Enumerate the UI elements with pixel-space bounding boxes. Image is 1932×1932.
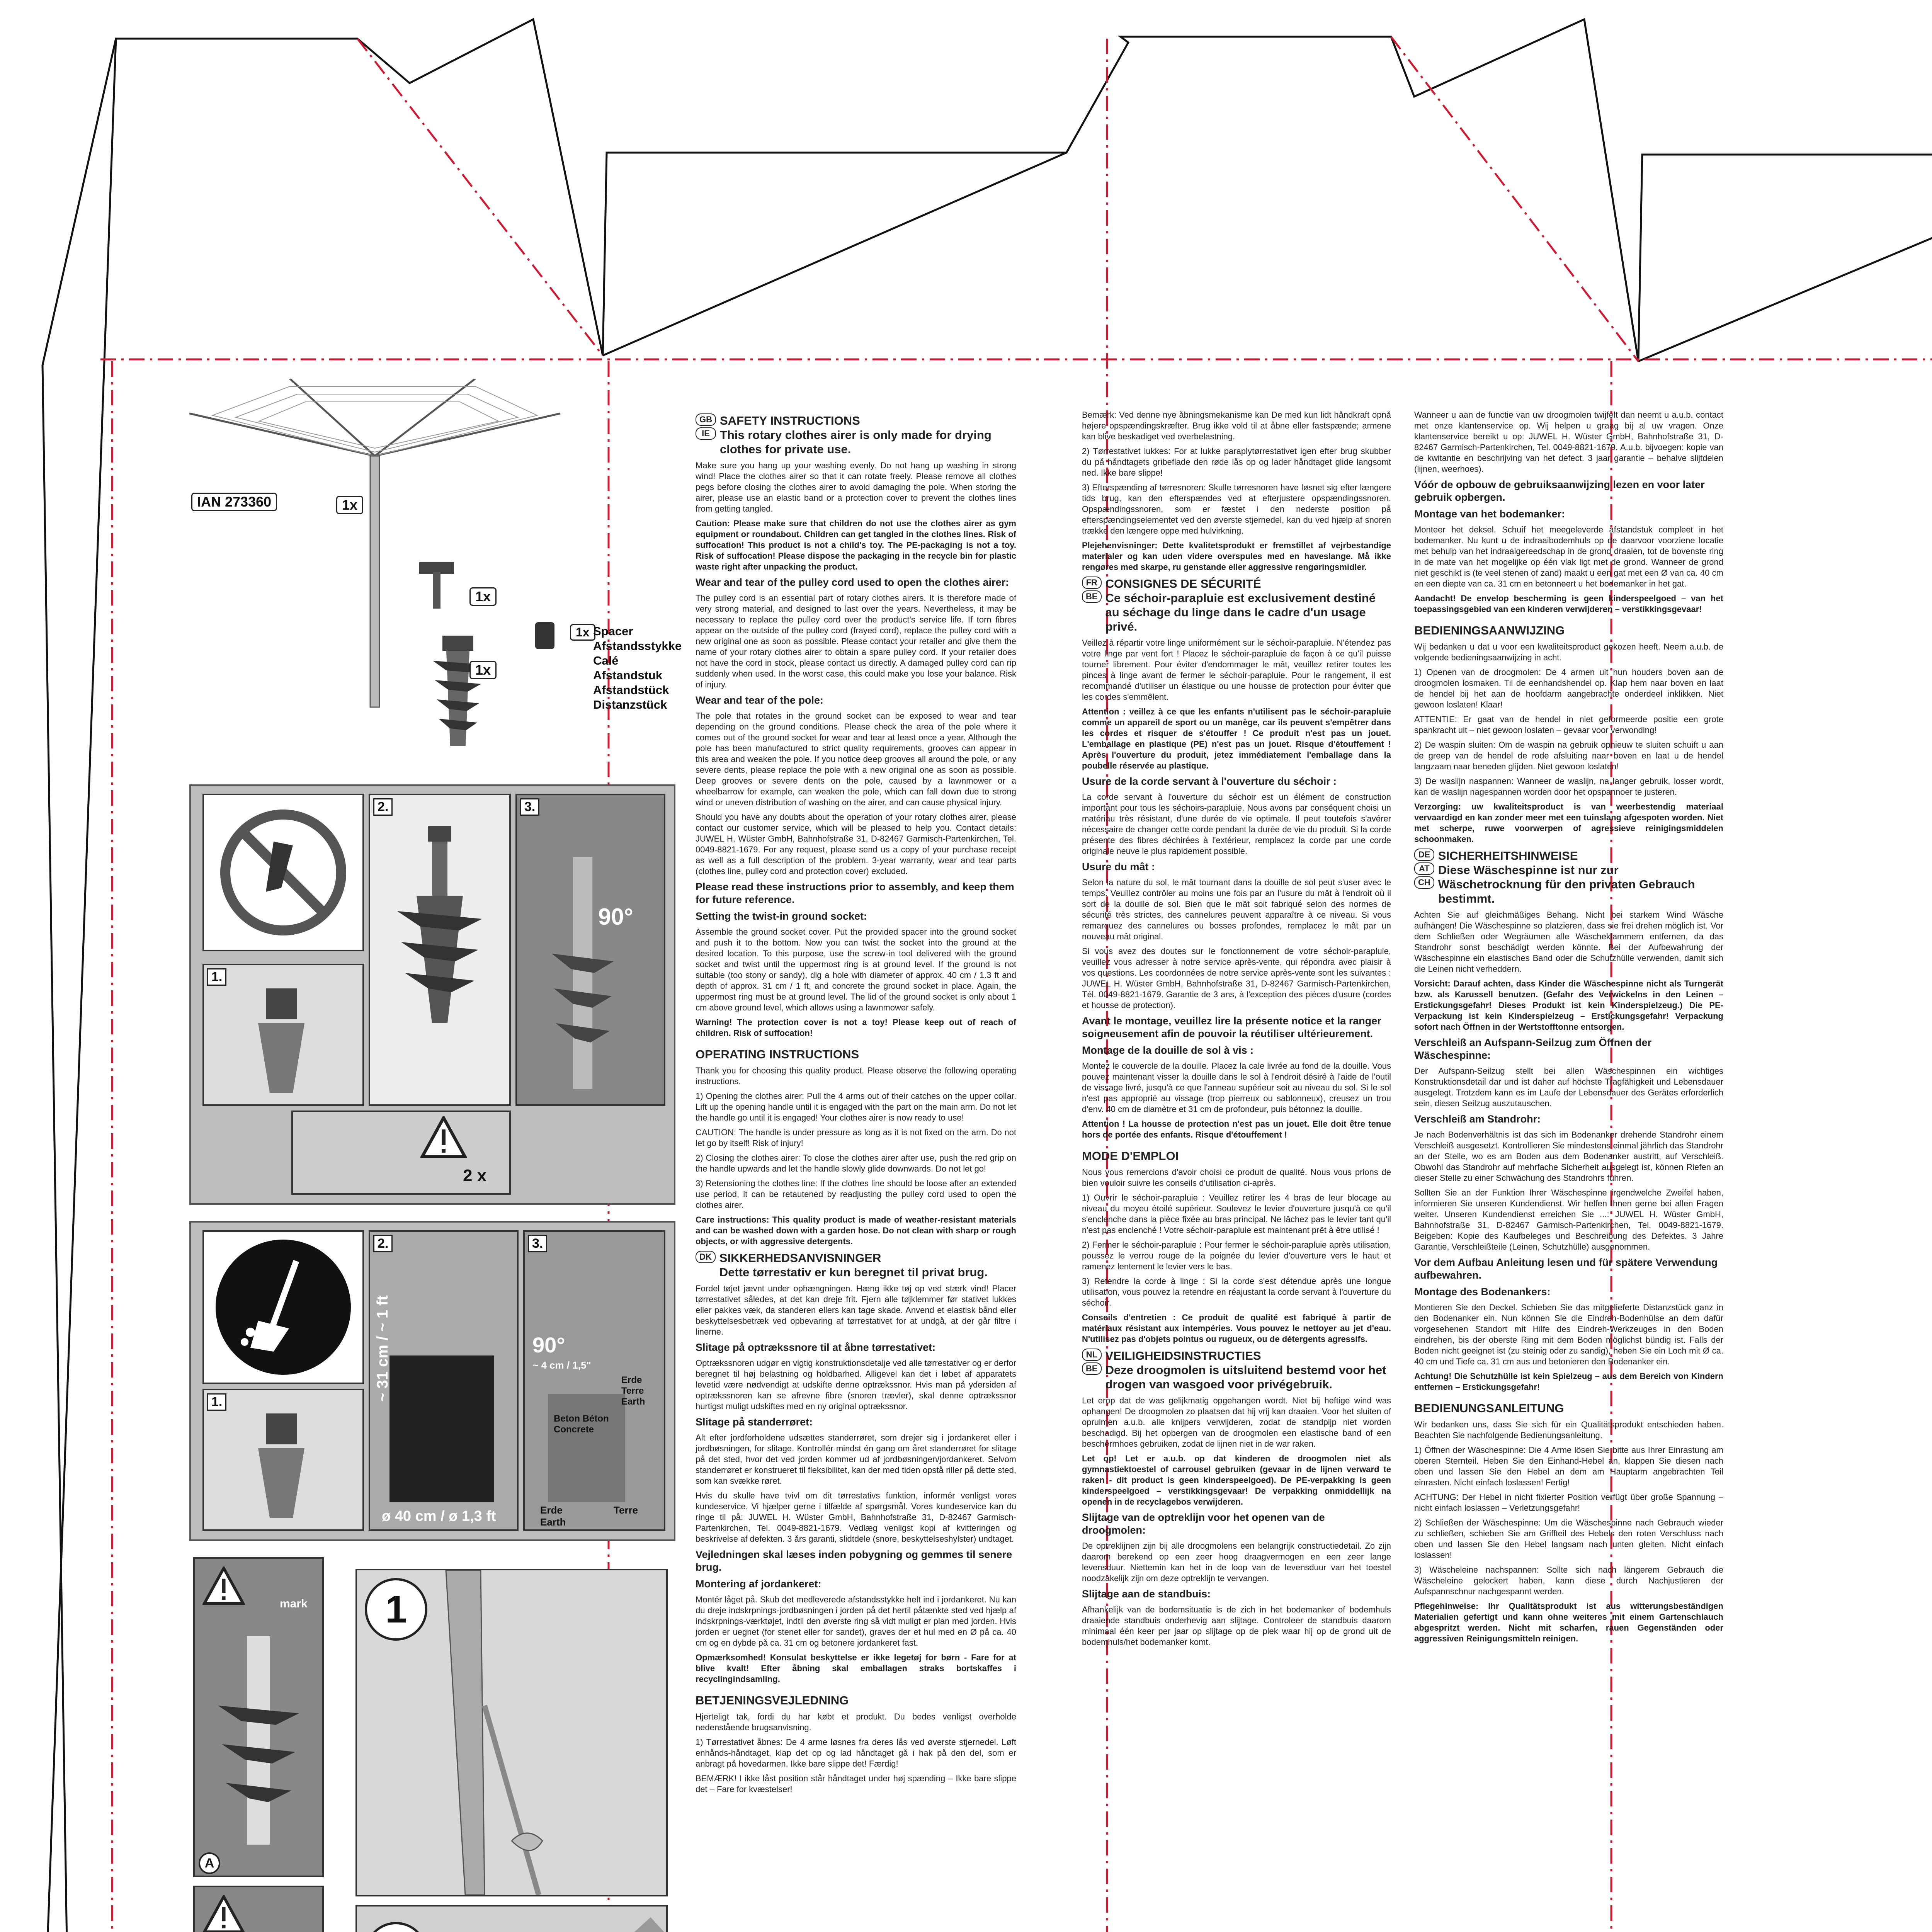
paragraph: Thank you for choosing this quality product. Please observe the following operating instructions. [696,1066,1016,1086]
warning-paragraph: Warning! The protection cover is not a toy! Please keep out of reach of children. Risk of suffocation! [696,1017,1016,1038]
step1-box-concrete [202,1389,364,1531]
no-dig-box [202,794,364,951]
step-paragraph: 3) Retensioning the clothes line: If the clothes line should be loose after an extended use period, it can be retautened by readjusting the pulley cord used to open the clothes airer. [696,1179,1016,1210]
anchor-twist-icon [393,826,486,1027]
paragraph: Alt efter jordforholdene udsættes standerrøret, som drejer sig i jordankeret eller i jordbøsningen, for slitage. Kontrollér mindst én gang om året standerrøret for slitage på det sted, hvor det ved jorden kommer ud af jordbøsningen/jordankeret. Selvom standerrøret er konstrueret til fleksibilitet, kan der med tiden opstå riller på dette sted, som kan svække røret. [696,1433,1016,1486]
above-ground-label: ~ 4 cm / 1,5" [532,1359,591,1371]
variant-a-badge: A [199,1852,220,1874]
section-title: VEILIGHEIDSINSTRUCTIES [1105,1349,1261,1362]
paragraph: De optreklijnen zijn bij alle droogmolens een belangrijk constructiedetail. Zo zijn daarom berekend op een zeer hoog draagvermogen en een zeer lange levensduur. Niettemin kan het in de loop van de levensduur van het toestel noodzakelijk zijn om deze optreklijn te vervangen. [1082,1541,1391,1583]
qty-anchor: 1x [469,661,497,679]
country-code: AT [1414,862,1434,875]
section-header-safety-fr [1082,577,1391,634]
section-title: BEDIENUNGSANLEITUNG [1414,1401,1564,1415]
warning-paragraph: Aandacht! De envelop bescherming is geen kinderspeelgoed – van het toepassingsgebied van een kinderen verwijderen – verstikkingsgevaar! [1414,594,1723,614]
paragraph: Achten Sie auf gleichmäßiges Behang. Nicht bei starkem Wind Wäsche aufhängen! Die Wäschespinne so platzieren, dass sie frei drehen möglich ist. Vor dem Schließen oder Wegräumen alle Wäscheklammern entfernen, da das Standrohr sonst beschädigt werden könnte. Bei der Aufbewahrung der Wäschespinne ein elastisches Band oder die Schutzhülle verwenden, damit sich die Leinen nicht verheddern. [1414,910,1723,974]
spacer-names [593,624,682,712]
angle-label: 90° [532,1333,565,1357]
country-code: DK [696,1251,716,1263]
step-paragraph: BEMÆRK! I ikke låst position står håndtaget under høj spænding – Ikke bare slippe det – Fare for kvæstelser! [696,1774,1016,1794]
step-paragraph: 2) De waspin sluiten: Om de waspin na gebruik opnieuw te sluiten schuift u aan de greep van de hendel de rode afsluiting naar boven en laat u de hendel langzaam naar beneden glijden. Niet gewoon loslaten! [1414,740,1723,771]
paragraph: The pole that rotates in the ground socket can be exposed to wear and tear depending on the ground conditions. Please check the area of the pole where it comes out of the ground socket for wear and tear at least once a year. Although the pole has been manufactured to strict quality requirements, grooves can appear in this area and weaken the pole. If you notice deep grooves all around the pole, or any severe dents, please replace the pole with a new original one as soon as possible. Deep grooves or severe dents on the pole, caused by a lawnmower or a wheelbarrow for example, can weaken the pole, which can fall down due to strong wind or uneven distribution of washing on the airer, and can cause physical injury. [696,711,1016,807]
subheading: Vor dem Aufbau Anleitung lesen und für spätere Verwendung aufbewahren. [1414,1257,1718,1281]
step-paragraph: 1) Tørrestativet åbnes: De 4 arme løsnes fra deres lås ved øverste stjernedel. Løft enhånds-håndtaget, klap det op og lad håndtaget gå i hak på den del, som er anbragt på hovedarmen. Ikke bare slippe det! Færdig! [696,1737,1016,1769]
qty-key: 1x [469,587,497,606]
shovel-icon [204,1232,362,1383]
anchor-cap-icon [243,1413,320,1522]
step-paragraph: ATTENTIE: Er gaat van de hendel in niet geformeerde positie een grote spankracht uit – niet gewoon loslaten – gevaar voor verwonding! [1414,714,1723,735]
subheading: Usure de la corde servant à l'ouverture du séchoir : [1082,776,1337,787]
step-paragraph: 2) Closing the clothes airer: To close the clothes airer after use, push the red grip on the handle upwards and let the handle slowly glide downwards. Do not let go! [696,1153,1016,1173]
spacer-name-dk: Afstandsstykke [593,639,682,653]
section-title: OPERATING INSTRUCTIONS [696,1048,859,1061]
subheading: Slijtage aan de standbuis: [1082,1588,1211,1600]
step3-box [515,794,665,1106]
paragraph: Wij bedanken u dat u voor een kwaliteitsproduct gekozen heeft. Neem a.u.b. de volgende bedieningsaanwijzing in acht. [1414,642,1723,662]
country-code: BE [1082,590,1102,603]
paragraph: Afhankelijk van de bodemsituatie is de zich in het bodemanker of bodemhuls draaiende standbuis onderhevig aan slijtage. Controleer de standbuis daarom minimaal één keer per jaar op slijtage op de plek waar hij op de grond uit de bodemhuls/het bodemanker komt. [1082,1605,1391,1647]
dig-hole [389,1355,494,1502]
paragraph: Fordel tøjet jævnt under ophængningen. Hæng ikke tøj op ved stærk vind! Placer tørrestativet således, at det kan dreje frit. Fjern alle tøjklemmer før stativet lukkes eller pakkes væk, da standeren ellers kan tage skade. Anvend et elastisk bånd eller beskyttelsesbetræk ved opbevaring af tørrestativet for at undgå, at der går filtre i linerne. [696,1284,1016,1337]
step2-box [369,794,511,1106]
care-paragraph: Verzorging: uw kwaliteitsproduct is van weerbestendig materiaal vervaardigd en kan zonder meer met een tuinslang afgespoten worden. Niet met scherpe, ruwe voorwerpen of agressieve reinigingsmiddelen schoonmaken. [1414,802,1723,844]
subheading: Montage de la douille de sol à vis : [1082,1044,1254,1056]
warning-paragraph: Caution: Please make sure that children do not use the clothes airer as gym equipment or roundabout. Children can get tangled in the clothes lines. Risk of suffocation! This product is not a child's toy. The PE-packaging is not a toy. Risk of suffocation! Please dispose the packaging in the recycle bin for plastic waste right after unpacking the product. [696,519,1016,571]
section-title: CONSIGNES DE SÉCURITÉ [1105,577,1261,590]
text-column-nl-de [1414,410,1723,1648]
step-number-1: 1 [365,1578,427,1641]
big-step-2-figure [355,1905,668,1932]
angle-label: 90° [598,904,633,930]
paragraph: La corde servant à l'ouverture du séchoir est un élément de construction important pour tous les séchoirs-parapluie. Nous avons par conséquent choisi un matériau très résistant, d'une durée de vie optimale. Il peut toutefois s'avérer nécessaire de changer cette corde pendant la durée de vie du produit. Si la corde présente des fibres déchirées à l'extérieur, remplacez la corde par une corde originale neuve le plus rapidement possible. [1082,792,1391,856]
variant-b-figure [193,1886,324,1932]
spacer-icon [533,620,556,651]
section-header-safety-dk [696,1251,1016,1279]
paragraph: Bemærk: Ved denne nye åbningsmekanisme kan De med kun lidt håndkraft opnå højere opspændingskræfter. Brug ikke vold til at åbne eller fastspænde; armene kan blive beskadiget ved overbelastning. [1082,410,1391,441]
spacer-name-en: Spacer [593,624,633,638]
care-paragraph: Care instructions: This quality product is made of weather-resistant materials and can be washed down with a garden hose. Do not clean with sharp or rough objects, or with aggressive detergents. [696,1215,1016,1246]
step-label: 2. [373,1235,393,1252]
warning-paragraph: Attention : veillez à ce que les enfants n'utilisent pas le séchoir-parapluie comme un appareil de sport ou un manège, car ils peuvent s'empêtrer dans les cordes et risquer de s'étouffer ! Ce produit n'est pas un jouet. L'emballage en plastique (PE) n'est pas un jouet. Risque d'étouffement ! Après l'ouverture du produit, jetez immédiatement l'emballage dans la poubelle réservée au plastique. [1082,707,1391,770]
paragraph: Montez le couvercle de la douille. Placez la cale livrée au fond de la douille. Vous pouvez maintenant visser la douille dans le sol à l'endroit désiré à l'aide de l'outil de vissage livré, jusqu'à ce que l'anneau supérieur soit au niveau du sol. Si le sol n'est pas approprié au vissage (trop pierreux ou sablonneux), creusez un trou d'env. 40 cm de diamètre et 31 cm de profondeur, puis bétonnez la douille. [1082,1061,1391,1114]
paragraph: Veillez à répartir votre linge uniformément sur le séchoir-parapluie. N'étendez pas votre linge par vent fort ! Placez le séchoir-parapluie de façon à ce qu'il puisse tourner librement. Pour éviter d'endommager le mât, veuillez retirer toutes les pinces à linge avant de fermer le séchoir-parapluie. Pour le rangement, il est recommandé d'utiliser un élastique ou une housse de protection pour éviter que les cordes s'emmêlent. [1082,638,1391,702]
layer-earth-bottom: Erde Earth [540,1504,566,1528]
country-code: FR [1082,577,1102,589]
section-title: BEDIENINGSAANWIJZING [1414,624,1565,637]
paragraph: Should you have any doubts about the operation of your rotary clothes airer, please contact our customer service, which will be pleased to help you. Contact details: JUWEL H. Wüster GmbH, Bahnhofstraße 31, D-82467 Garmisch-Partenkirchen, Tel. 0049-8821-1679. For any request, please send us a copy of your purchase receipt as well as a full description of the problem. 3-year warranty, wear and tear parts (clothes line, pulley cord and protection cover) excluded. [696,812,1016,876]
subheading: Vóór de opbouw de gebruiksaanwijzing lezen en voor later gebruik opbergen. [1414,479,1705,503]
spacer-name-de: Afstandstück [593,683,669,697]
warning-paragraph: Opmærksomhed! Konsulat beskyttelse er ikke legetøj for børn - Fare for at blive kvalt! Efter åbning skal emballagen straks bortskaffes i recyclingindsamling. [696,1653,1016,1684]
warning-paragraph: Achtung! Die Schutzhülle ist kein Spielzeug – aus dem Bereich von Kindern entfernen – Erstickungsgefahr! [1414,1371,1723,1392]
step-paragraph: 2) Schließen der Wäschespinne: Um die Wäschespinne nach Gebrauch wieder zu schließen, schieben Sie am Griffteil des Hebels den roten Verschluss nach oben und lassen Sie den Hebel langsam nach unten gleiten. Nicht einfach loslassen! [1414,1518,1723,1560]
paragraph: Montér låget på. Skub det medleverede afstandsstykke helt ind i jordankeret. Nu kan du dreje indskrpnings-jordbøsningen i jorden på det hertil påtænkte sted ved hjælp af indskrpnings-værktøjet, indtil den øverste ring så vidt muligt er plan med jorden. Hvis jorden er uegnet (for stenet eller for sandet), graves der et hul med en Ø på ca. 40 cm og en dybde på ca. 31 cm og betonere jordankeret fast. [696,1595,1016,1648]
subheading: Please read these instructions prior to assembly, and keep them for future reference. [696,881,1014,905]
paragraph: Monteer het deksel. Schuif het meegeleverde afstandstuk compleet in het bodemanker. Nu kunt u de indraaibodemhuls op de daarvoor voorziene locatie met behulp van het indraaigereedschap in de grond draaien, tot de bovenste ring in de mate van het mogelijke op één vlak ligt met de grond. Wanneer de grond niet geschikt is (te veel stenen of zand) maakt u een gat met een Ø van ca. 40 cm en een diepte van ca. 31 cm en betonneert u het bodemanker in het gat. [1414,525,1723,588]
layer-terre: Terre [614,1504,638,1516]
subheading: Wear and tear of the pole: [696,694,824,706]
warning-paragraph: Let op! Let er a.u.b. op dat kinderen de droogmolen niet als gymnastiektoestel of carrousel gebruiken (gevaar in de lijnen verward te raken - dit product is geen kinderspeelgoed). De PE-verpakking is geen kinderspeelgoed – verstikkingsgevaar! De verpakking onmiddellijk na openen in de recyclagebos verwijderen. [1082,1454,1391,1507]
text-column-en-dk [696,410,1016,1799]
step-paragraph: 1) Openen van de droogmolen: De 4 armen uit hun houders boven aan de droogmolen losmaken. Til de eenhandshendel op. Klap hem naar boven en laat de hendel bij het aan de hoofdarm aangebrachte onderdeel inklikken. Niet gewoon loslaten! Klaar! [1414,667,1723,709]
care-paragraph: Pflegehinweise: Ihr Qualitätsprodukt ist aus witterungsbeständigen Materialien gefertigt und kann ohne weiteres mit einem Gartenschlauch abgespritzt werden. Nicht mit scharfen, rauen Gegenständen oder aggressiven Reinigungsmitteln reinigen. [1414,1601,1723,1643]
paragraph: Si vous avez des doutes sur le fonctionnement de votre séchoir-parapluie, veuillez vous adresser à notre service après-vente, qui répondra avec plaisir à vos questions. Les coordonnées de notre service après-vente sont les suivantes : JUWEL H. Wüster GmbH, Bahnhofstraße 31, D-82467 Garmisch-Partenkirchen, Tél. 0049-8821-1679. Garantie de 3 ans, à l'exception des pièces d'usure (cordes et housse de protection). [1082,946,1391,1010]
text-column-dk-fr-nl [1082,410,1391,1651]
care-paragraph: Plejehenvisninger: Dette kvalitetsprodukt er fremstillet af vejrbestandige materialer og kan uden videre overspules med en haveslange. Må ikke rengøres med skarpe, ru genstande eller aggressive rengøringsmidler. [1082,541,1391,572]
paragraph: Wanneer u aan de functie van uw droogmolen twijfelt dan neemt u a.u.b. contact met onze klantenservice op. Wij helpen u graag bij al uw vragen. Onze klantenservice bereikt u op: JUWEL H. Wüster GmbH, Bahnhofstraße 31, D-82467 Garmisch-Partenkirchen, Tel. 0049-8821-1679. A.u.b. bijvoegen: kopie van de kwitantie en beschrijving van het defect. 3 jaar garantie – behalve slijtdelen (lijnen, weerhoes). [1414,410,1723,474]
step-paragraph: 3) Retendre la corde à linge : Si la corde s'est détendue après une longue utilisation, vous pouvez la retendre en réajustant la corde servant à l'ouverture du séchoir. [1082,1276,1391,1308]
rotary-dryer-illustration [182,379,568,711]
section-header-safety-nl [1082,1349,1391,1391]
paragraph: Wir bedanken uns, dass Sie sich für ein Qualitätsprodukt entschieden haben. Beachten Sie nachfolgende Bedienungsanleitung. [1414,1420,1723,1440]
step-paragraph: 1) Opening the clothes airer: Pull the 4 arms out of their catches on the upper collar. Lift up the opening handle until it is engaged with the part on the main arm. Do not let the handle go until it is engaged! Your clothes airer is now ready to use! [696,1091,1016,1122]
subheading: Avant le montage, veuillez lire la présente notice et la ranger soigneusement afin de pouvoir la réutiliser ultérieurement. [1082,1015,1381,1039]
depth-dimension: ~ 31 cm / ~ 1 ft [374,1295,391,1402]
spacer-name-fr: Calé [593,654,619,667]
care-paragraph: Conseils d'entretien : Ce produit de qualité est fabriqué à partir de matériaux résistant aux intempéries. Vous pouvez le nettoyer au jet d'eau. N'utilisez pas d'objets pointus ou rugueux, ou de détergents agressifs. [1082,1313,1391,1344]
no-shovel-icon [204,795,362,950]
subheading: Slijtage van de optreklijn voor het openen van de droogmolen: [1082,1512,1325,1536]
step-paragraph: CAUTION: The handle is under pressure as long as it is not fixed on the arm. Do not let go by itself! Risk of injury! [696,1128,1016,1148]
qty-dryer: 1x [336,496,363,514]
paragraph: Nous vous remercions d'avoir choisi ce produit de qualité. Nous vous prions de bien vouloir suivre les conseils d'utilisation ci-après. [1082,1167,1391,1188]
paragraph: Je nach Bodenverhältnis ist das sich im Bodenanker drehende Standrohr einem Verschleiß ausgesetzt. Kontrollieren Sie mindestens einmal jährlich das Standrohr an der Stelle, wo es am Boden aus dem Bodenanker austritt, auf Verschleiß. Obwohl das Standrohr auf mehrfache Sicherheit ausgelegt ist, können Riefen an dieser Stelle zu einer Schwächung des Standrohrs führen. [1414,1130,1723,1183]
layer-earth-top: Erde Terre Earth [621,1375,645,1407]
step1-box [202,964,364,1106]
arm-release-illustration [357,1570,666,1895]
step-paragraph: 3) Efterspænding af tørresnoren: Skulle tørresnoren have løsnet sig efter længere tids brug, kan den efterspændes ved at efterjustere opspændingssnoren. Opspændingssnoren, som er fæstet i den nederste position på efterspændingselementet ved den øverste stjernedel, kan du ved hjælp af snoren trække den længere oppe med hulvirkning. [1082,483,1391,536]
dig-box [202,1230,364,1384]
country-code: IE [696,427,716,440]
mark-label: mark [280,1597,308,1610]
paragraph: Sollten Sie an der Funktion Ihrer Wäschespinne irgendwelche Zweifel haben, informieren Sie unseren Kundendienst. Wir helfen Ihnen gerne bei allen Fragen weiter. Unseren Kundendienst erreichen Sie ...: JUWEL H. Wüster GmbH, Bahnhofstraße 31, D-82467 Garmisch-Partenkirchen, Tel. 0049-8821-1679. Beigeben: Kopie des Kaufbeleges und Beschreibung des Defektes. 3 Jahre Garantie, Verschleißteile (Leinen, Schutzhülle) ausgenommen. [1414,1188,1723,1252]
big-step-1-figure [355,1569,668,1896]
country-code: CH [1414,876,1434,889]
paragraph: Make sure you hang up your washing evenly. Do not hang up washing in strong wind! Place the clothes airer so that it can rotate freely. Please remove all clothes pegs before closing the clothes airer to avoid damaging the pole. When storing the airer, please use an elastic band or a protection cover to prevent the clothes lines from getting tangled. [696,461,1016,514]
spacer-name-de2: Distanzstück [593,698,667,711]
subheading: Montage van het bodemanker: [1414,508,1565,520]
instruction-panel-concrete [189,1221,675,1541]
layer-concrete: Beton Béton Concrete [554,1413,609,1435]
section-subtitle: This rotary clothes airer is only made for drying clothes for private use. [720,428,992,456]
step-paragraph: 2) Fermer le séchoir-parapluie : Pour fermer le séchoir-parapluie après utilisation, poussez le verrou rouge de la poignée du levier d'ouverture vers le haut et ramenez lentement le levier vers le bas. [1082,1240,1391,1271]
step-paragraph: ACHTUNG: Der Hebel in nicht fixierter Position verfügt über große Spannung – nicht einfach loslassen – Verletzungsgefahr! [1414,1492,1723,1513]
country-code: GB [696,413,716,426]
paragraph: Let erop dat de was gelijkmatig opgehangen wordt. Niet bij heftige wind was ophangen! De droogmolen zo plaatsen dat hij vrij kan draaien. Voor het sluiten of opruimen a.u.b. alle knijpers verwijderen, zodat de standpijp niet worden beschadigd. Bij het opbergen van de droogmolen een elastische band of een beschermhoes gebruiken, zodat de lijnen niet in de war raken. [1082,1396,1391,1449]
subheading: Usure du mât : [1082,861,1155,872]
warning-paragraph: Vorsicht: Darauf achten, dass Kinder die Wäschespinne nicht als Turngerät bzw. als Karussell benutzen. (Gefahr des Verwickelns in den Leinen – Erstickungsgefahr! Dieses Produkt ist kein Kinderspielzeug.) Die PE-Verpackung ist kein Kinderspielzeug – Erstickungsgefahr! Verpackung sofort nach Öffnen in der Wertstofftonne entsorgen. [1414,979,1723,1032]
paragraph: Hvis du skulle have tvivl om dit tørrestativs funktion, informér venligst vores kundeservice. Vi hjælper gerne i tilfælde af spørgsmål. Vores kundeservice kan du ringe til på: JUWEL H. Wüster GmbH, Bahnhofstraße 31, D-82467 Garmisch-Partenkirchen, Tel. 0049-8821-1679. Vedlæg venligst kopi af kvitteringen og beskrivelse af defekten. 3 års garanti, slidtdele (snore, beskyttelseshylster) undtaget. [696,1491,1016,1544]
subheading: Verschleiß am Standrohr: [1414,1113,1541,1125]
ian-label: IAN 273360 [191,493,277,511]
subheading: Verschleiß an Aufspann-Seilzug zum Öffnen der Wäschespinne: [1414,1037,1652,1061]
country-code: BE [1082,1362,1102,1375]
subheading: Wear and tear of the pulley cord used to open the clothes airer: [696,577,1009,588]
step-label: 2. [373,798,393,816]
concrete-block [548,1394,625,1502]
step-label: 1. [207,968,226,986]
paragraph: Optrækssnoren udgør en vigtig konstruktionsdetalje ved alle tørrestativer og er derfor beregnet til høj belastning og holdbarhed. Alligevel kan det i løbet af apparatets levetid være nødvendigt at udskifte denne optrækssnor. Hvis man på ydersiden af optrækssnoren kan se afrevne fibre (snoren trævler), skal denne optrækssnor hurtigst muligt udskiftes med en ny original optrækssnor. [696,1358,1016,1411]
warning-icon [202,1895,245,1932]
warning-icon [202,1566,245,1605]
handle-lift-illustration [357,1906,666,1932]
section-title: SIKKERHEDSANVISNINGER [719,1251,881,1265]
step-label: 1. [207,1393,226,1411]
screw-in-key-icon [417,560,456,611]
subheading: Setting the twist-in ground socket: [696,910,867,922]
step2-box-concrete [369,1230,519,1531]
spacer-insert-box [291,1111,511,1195]
step3-box-concrete [523,1230,665,1531]
paragraph: Selon la nature du sol, le mât tournant dans la douille de sol peut s'user avec le temps. Veuillez contrôler au moins une fois par an l'usure du mât à l'endroit où il sort de la douille de sol. Bien que le mât soit fabriqué selon des normes de sécurité très strictes, des cannelures peuvent apparaître à ce niveau. Si vous remarquez des cannelures ou bosses profondes, remplacez le mât par un nouveau mât original. [1082,878,1391,941]
width-dimension: ø 40 cm / ø 1,3 ft [382,1508,496,1524]
warning-paragraph: Attention ! La housse de protection n'est pas un jouet. Elle doit être tenue hors de portée des enfants. Risque d'étouffement ! [1082,1119,1391,1139]
step-paragraph: 1) Ouvrir le séchoir-parapluie : Veuillez retirer les 4 bras de leur blocage au niveau du moyeu étoilé supérieur. Soulevez le levier d'ouverture jusqu'à ce qu'il s'enclenche dans la pièce fixée au bras principal. Ne lâchez pas le levier tant qu'il n'est pas enclenché ! Votre séchoir-parapluie est maintenant prêt à être utilisé ! [1082,1193,1391,1235]
section-header-safety-de [1414,849,1723,906]
step-label: 3. [528,1235,547,1252]
paragraph: The pulley cord is an essential part of rotary clothes airers. It is therefore made of very strong material, and designed to last over the years. Nevertheless, it may be necessary to replace the pulley cord over the product's service life. If torn fibres appear on the outside of the pulley cord (frayed cord), replace the pulley cord with a new original one as soon as possible. Please contact your retailer and give them the name of your rotary clothes airer to obtain a spare pulley cord. If your retailer does not have the cord in stock, please contact us directly. A damaged pulley cord can rip suddenly when used. In the worst case, this could make you lose your balance. Risk of injury. [696,593,1016,689]
warning-icon [420,1116,467,1158]
paragraph: Der Aufspann-Seilzug stellt bei allen Wäschespinnen ein wichtiges Konstruktionsdetail dar und ist daher auf höchste Tragfähigkeit und Lebensdauer ausgelegt. Trotzdem kann es im Laufe der Lebensdauer des Gerätes erforderlich sein, diesen Seilzug auszutauschen. [1414,1066,1723,1108]
paragraph: Hjerteligt tak, fordi du har købt et produkt. Du bedes venligst overholde nedenstående brugsanvisning. [696,1712,1016,1732]
section-title: MODE D'EMPLOI [1082,1149,1179,1163]
anchor-section-icon [218,1636,299,1845]
section-title: SICHERHEITSHINWEISE [1438,849,1578,862]
paragraph: Assemble the ground socket cover. Put the provided spacer into the ground socket and push it to the bottom. Now you can twist the socket into the ground at the desired location. To this purpose, use the screw-in tool delivered with the ground socket and twist until the uppermost ring is at ground level. If the ground is not suitable (too stony or sandy), dig a hole with diameter of approx. 40 cm / 1.3 ft and depth of approx. 31 cm / 1 ft, and concrete the ground socket in place. Again, the uppermost ring must be at ground level. The lid of the ground socket is only about 1 cm above ground level, which allows using a lawnmower safely. [696,927,1016,1012]
qty-spacer: 1x [570,624,595,641]
subheading: Slitage på standerrøret: [696,1416,813,1428]
section-title: BETJENINGSVEJLEDNING [696,1694,849,1707]
country-code: DE [1414,849,1434,861]
section-subtitle: Diese Wäschespinne ist nur zur Wäschetrocknung für den privaten Gebrauch bestimmt. [1438,863,1695,905]
qty-label: 2 x [463,1166,487,1185]
country-code: NL [1082,1349,1102,1361]
step-paragraph: 1) Öffnen der Wäschespinne: Die 4 Arme lösen Sie bitte aus Ihrer Einrastung am oberen Sternteil. Heben Sie den Einhand-Hebel an, klappen Sie diesen nach oben und lassen Sie den Hebel an dem am Hauptarm angebrachten Teil einrasten. Nicht einfach loslassen! Fertig! [1414,1445,1723,1487]
subheading: Montage des Bodenankers: [1414,1286,1551,1298]
section-subtitle: Deze droogmolen is uitsluitend bestemd voor het drogen van wasgoed voor privégebruik. [1105,1363,1386,1391]
anchor-cap-icon [243,988,320,1097]
anchor-ground-icon [548,857,617,1089]
step-paragraph: 3) Wäscheleine nachspannen: Sollte sich nach längerem Gebrauch die Wäscheleine gelockert haben, kann diese durch Nachjustieren der Aufspannschnur nachgespannt werden. [1414,1565,1723,1596]
subheading: Slitage på optrækssnore til at åbne tørrestativet: [696,1342,936,1353]
spacer-name-nl: Afstandstuk [593,668,663,682]
instruction-panel-twist-in [189,784,675,1205]
step-label: 3. [520,798,539,816]
paragraph: Montieren Sie den Deckel. Schieben Sie das mitgelieferte Distanzstück ganz in den Bodenanker ein. Nun können Sie die Eindreh-Bodenhülse an dem dafür vorgesehenen Standort mit Hilfe des Eindreh-Werkzeuges in den Boden eindrehen, bis der oberste Ring mit dem Boden möglichst bündig ist. Falls der Boden nicht geeignet ist (zu steinig oder zu sandig), heben Sie ein Loch mit Ø ca. 40 cm und Tiefe ca. 31 cm aus und betonieren den Bodenanker ein. [1414,1303,1723,1366]
variant-a-figure [193,1557,324,1877]
subheading: Montering af jordankeret: [696,1578,821,1590]
section-title: SAFETY INSTRUCTIONS [720,414,860,427]
section-subtitle: Ce séchoir-parapluie est exclusivement destiné au séchage du linge dans le cadre d'un usage privé. [1105,591,1376,633]
ground-anchor-icon [429,634,487,750]
subheading: Vejledningen skal læses inden pobygning og gemmes til senere brug. [696,1549,1012,1573]
section-subtitle: Dette tørrestativ er kun beregnet til privat brug. [719,1265,988,1279]
step-paragraph: 2) Tørrestativet lukkes: For at lukke paraplytørrestativet igen efter brug skubber du på håndtagets gribeflade den røde lås op og lader håndtaget glide langsomt ned. Ikke bare slippe! [1082,446,1391,478]
step-paragraph: 3) De waslijn naspannen: Wanneer de waslijn, na langer gebruik, losser wordt, kan de waslijn nagespannen worden door het opspannoer te justeren. [1414,776,1723,797]
section-header-safety-en [696,413,1016,456]
